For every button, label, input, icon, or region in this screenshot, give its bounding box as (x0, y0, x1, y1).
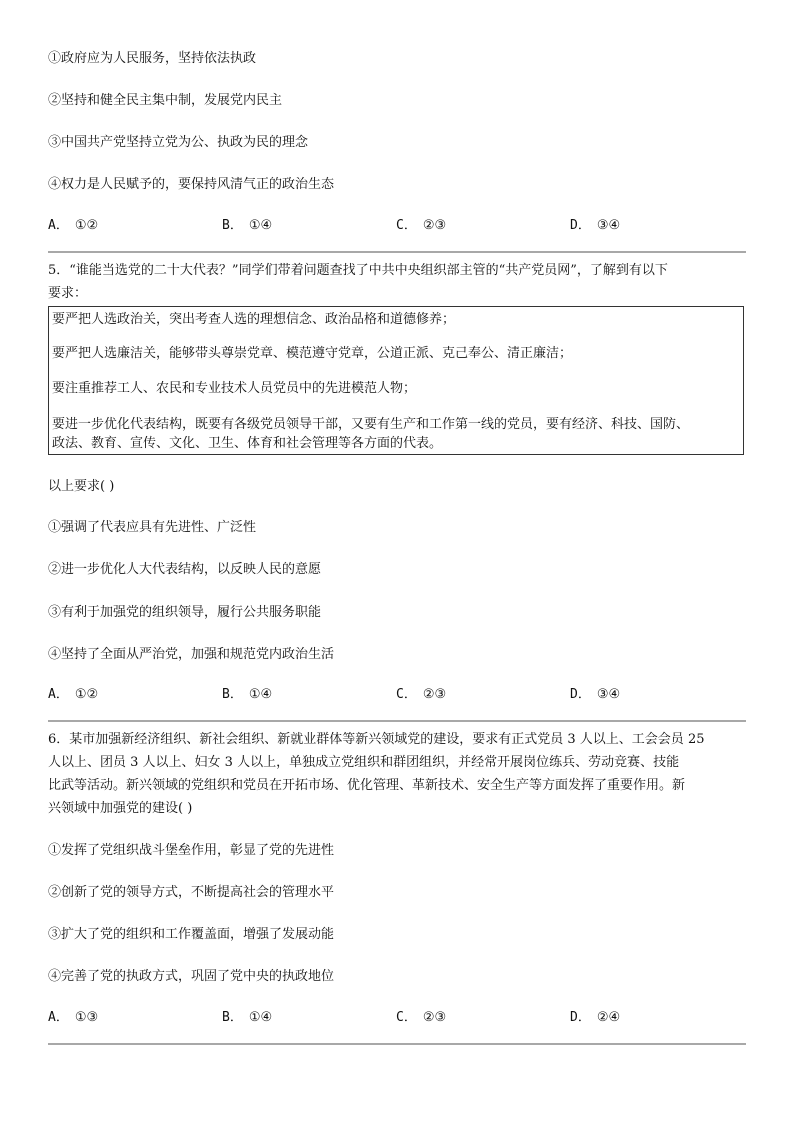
q6-option-b[interactable] (222, 1008, 272, 1028)
q4-option-d[interactable] (570, 216, 620, 236)
option-letter: D． (570, 687, 591, 702)
option-text: ①② (74, 218, 99, 233)
q5-option-c[interactable] (396, 685, 446, 705)
q5-requirement-4: 要进一步优化代表结构，既要有各级党员领导干部，又要有生产和工作第一线的党员，要有经济、科技、国防、 (52, 417, 690, 432)
option-letter: D． (570, 1010, 591, 1025)
q6-statement-3: ③扩大了党的组织和工作覆盖面，增强了发展动能 (48, 927, 335, 942)
q4-statement-3: ③中国共产党坚持立党为公、执政为民的理念 (48, 135, 309, 150)
q4-option-a[interactable] (48, 216, 98, 236)
q4-option-c[interactable] (396, 216, 446, 236)
q5-statement-4: ④坚持了全面从严治党，加强和规范党内政治生活 (48, 647, 335, 662)
q6-option-a[interactable] (48, 1008, 98, 1028)
option-letter: B． (222, 687, 243, 702)
q5-question: 以上要求( ) (48, 479, 115, 494)
q5-requirement-3: 要注重推荐工人、农民和专业技术人员党员中的先进模范人物； (52, 381, 417, 396)
q5-requirement-2: 要严把人选廉洁关，能够带头尊崇党章、模范遵守党章，公道正派、克己奉公、清正廉洁； (52, 346, 573, 361)
option-letter: B． (222, 218, 243, 233)
q5-option-a[interactable] (48, 685, 98, 705)
q6-stem-line-4: 兴领域中加强党的建设( ) (48, 801, 193, 816)
q6-options (48, 1008, 746, 1028)
q5-stem-line-1: 5．“谁能当选党的二十大代表？”同学们带着问题查找了中共中央组织部主管的“共产党员网”，了解到有以下 (48, 263, 668, 278)
question-divider (48, 251, 746, 253)
q5-option-d[interactable] (570, 685, 620, 705)
q6-statement-4: ④完善了党的执政方式，巩固了党中央的执政地位 (48, 969, 335, 984)
option-text: ②④ (596, 1010, 621, 1025)
q5-statement-3: ③有利于加强党的组织领导，履行公共服务职能 (48, 605, 322, 620)
option-text: ①④ (248, 218, 273, 233)
option-text: ②③ (422, 218, 447, 233)
q6-stem-line-2: 人以上、团员 3 人以上、妇女 3 人以上，单独成立党组织和群团组织，并经常开展岗位练兵、劳动竞赛、技能 (48, 755, 680, 770)
option-text: ①④ (248, 1010, 273, 1025)
q5-requirement-1: 要严把人选政治关，突出考查人选的理想信念、政治品格和道德修养； (52, 312, 456, 327)
q5-options (48, 685, 746, 705)
option-letter: C． (396, 687, 417, 702)
option-letter: A． (48, 687, 69, 702)
q5-option-b[interactable] (222, 685, 272, 705)
option-letter: C． (396, 1010, 417, 1025)
option-letter: A． (48, 218, 69, 233)
question-divider (48, 720, 746, 722)
q6-stem-line-1: 6．某市加强新经济组织、新社会组织、新就业群体等新兴领域党的建设，要求有正式党员 3 人以上、工会会员 25 (48, 732, 705, 747)
q6-option-c[interactable] (396, 1008, 446, 1028)
option-text: ②③ (422, 687, 447, 702)
option-text: ③④ (596, 687, 621, 702)
option-text: ①② (74, 687, 99, 702)
q5-requirements-box (48, 306, 744, 455)
q4-options (48, 216, 746, 236)
q4-statement-2: ②坚持和健全民主集中制，发展党内民主 (48, 93, 283, 108)
option-letter: A． (48, 1010, 69, 1025)
option-text: ①④ (248, 687, 273, 702)
q4-option-b[interactable] (222, 216, 272, 236)
option-text: ②③ (422, 1010, 447, 1025)
question-divider (48, 1043, 746, 1045)
q6-statement-2: ②创新了党的领导方式，不断提高社会的管理水平 (48, 885, 335, 900)
q5-stem-line-2: 要求： (48, 286, 88, 301)
q6-statement-1: ①发挥了党组织战斗堡垒作用，彰显了党的先进性 (48, 843, 335, 858)
q5-statement-2: ②进一步优化人大代表结构，以反映人民的意愿 (48, 562, 322, 577)
option-text: ①③ (74, 1010, 99, 1025)
q6-stem-line-3: 比武等活动。新兴领域的党组织和党员在开拓市场、优化管理、革新技术、安全生产等方面发挥了重要作用。新 (48, 778, 686, 793)
q4-statement-4: ④权力是人民赋予的，要保持风清气正的政治生态 (48, 177, 335, 192)
q6-option-d[interactable] (570, 1008, 620, 1028)
option-letter: B． (222, 1010, 243, 1025)
q4-statement-1: ①政府应为人民服务，坚持依法执政 (48, 51, 257, 66)
option-text: ③④ (596, 218, 621, 233)
q5-statement-1: ①强调了代表应具有先进性、广泛性 (48, 520, 257, 535)
q5-requirement-5: 政法、教育、宣传、文化、卫生、体育和社会管理等各方面的代表。 (52, 436, 443, 451)
option-letter: D． (570, 218, 591, 233)
option-letter: C． (396, 218, 417, 233)
